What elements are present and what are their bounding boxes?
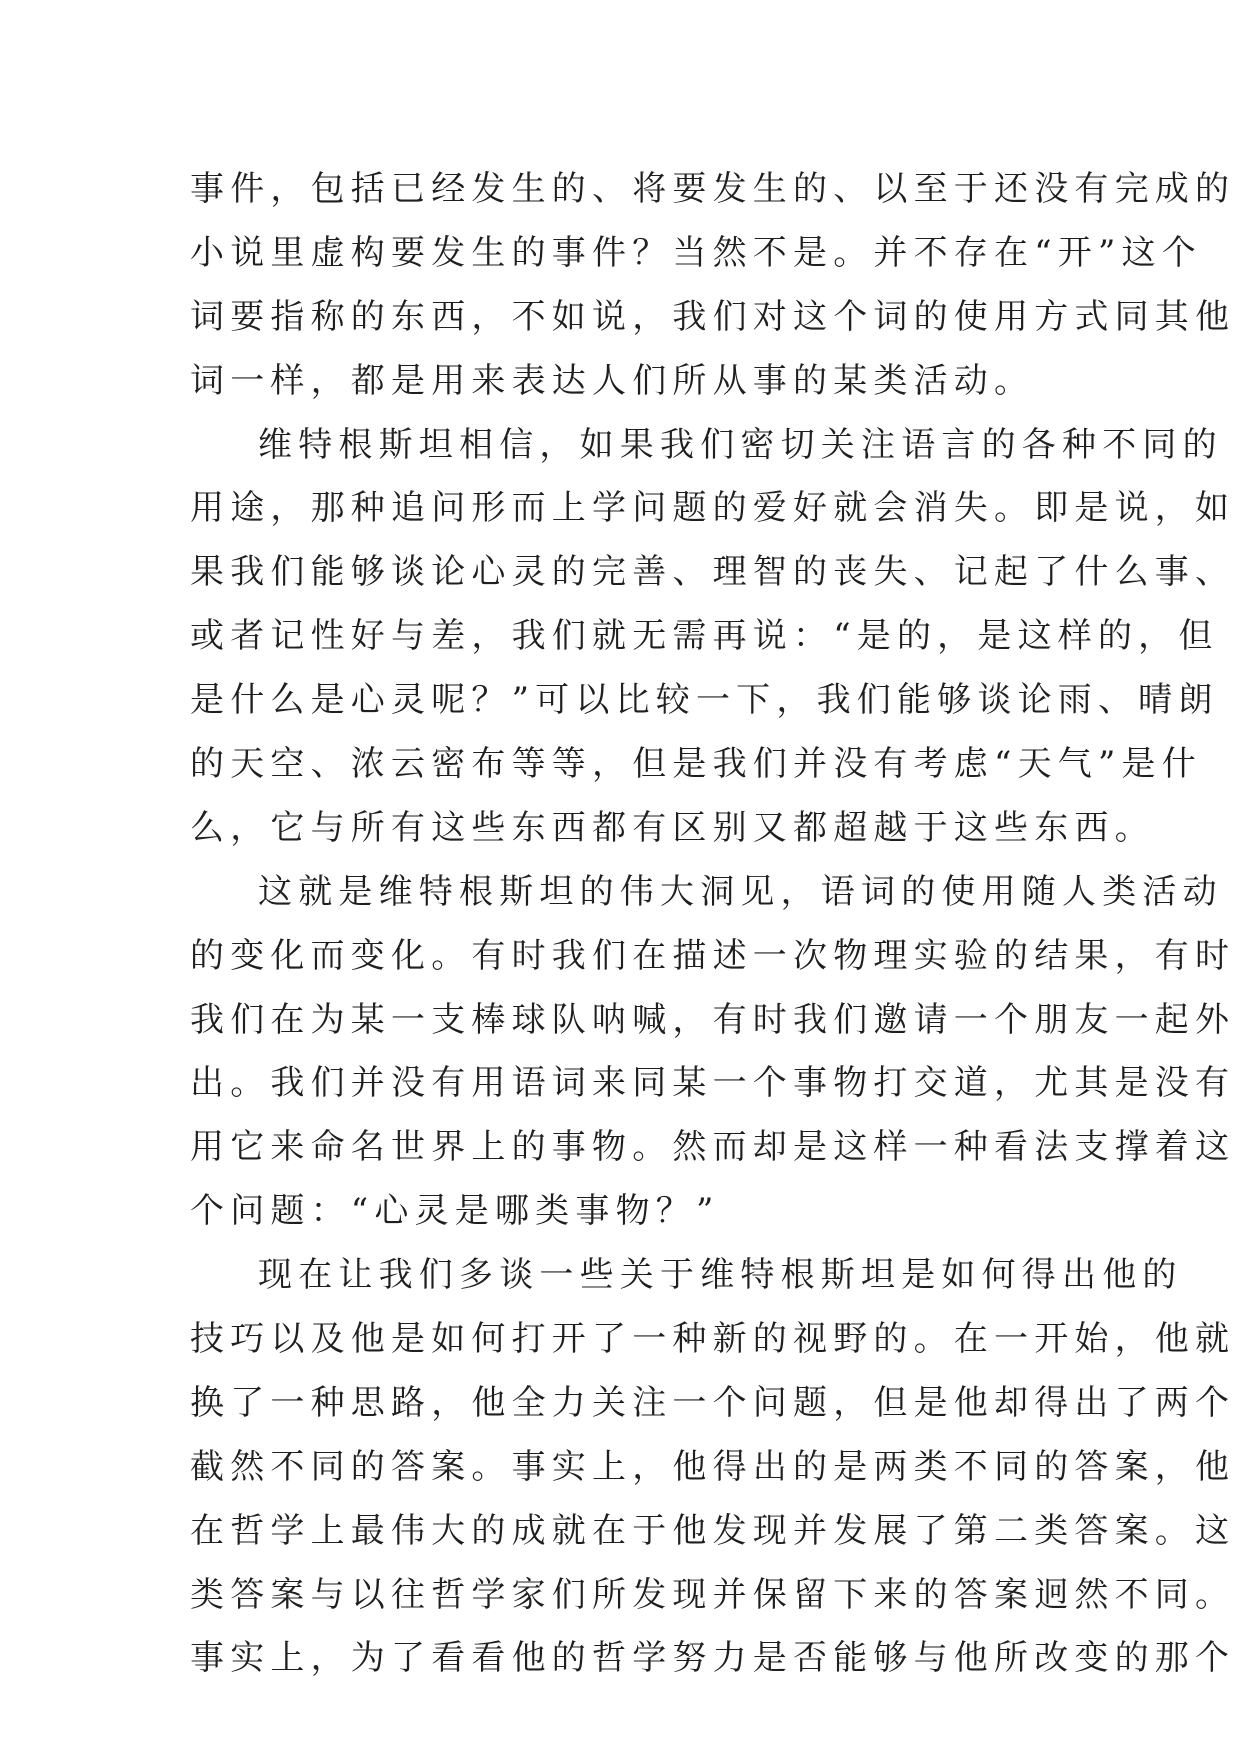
text-line: 事实上，为了看看他的哲学努力是否能够与他所改变的那个 (190, 1638, 1236, 1679)
text-line: 在哲学上最伟大的成就在于他发现并发展了第二类答案。这 (190, 1510, 1236, 1551)
text-line: 出。我们并没有用语词来同某一个事物打交道，尤其是没有 (190, 1063, 1236, 1104)
text-line: 是什么是心灵呢？”可以比较一下，我们能够谈论雨、晴朗 (190, 680, 1219, 721)
text-line: 用途，那种追问形而上学问题的爱好就会消失。即是说，如 (190, 488, 1236, 529)
text-line: 果我们能够谈论心灵的完善、理智的丧失、记起了什么事、 (190, 552, 1236, 593)
text-line: 技巧以及他是如何打开了一种新的视野的。在一开始，他就 (190, 1319, 1236, 1360)
text-line: 词一样，都是用来表达人们所从事的某类活动。 (190, 360, 1035, 401)
body-text (190, 158, 1236, 1691)
paragraph-first-line: 这就是维特根斯坦的伟大洞见，语词的使用随人类活动 (258, 871, 1223, 912)
text-line: 词要指称的东西，不如说，我们对这个词的使用方式同其他 (190, 296, 1236, 337)
paragraph-first-line: 维特根斯坦相信，如果我们密切关注语言的各种不同的 (258, 424, 1223, 465)
text-line: 我们在为某一支棒球队呐喊，有时我们邀请一个朋友一起外 (190, 999, 1236, 1040)
text-line: 事件，包括已经发生的、将要发生的、以至于还没有完成的 (190, 169, 1236, 209)
text-line: 类答案与以往哲学家们所发现并保留下来的答案迥然不同。 (190, 1574, 1236, 1615)
text-line: 个问题：“心灵是哪类事物？” (190, 1191, 720, 1232)
text-line: 或者记性好与差，我们就无需再说：“是的，是这样的，但 (190, 616, 1219, 657)
paragraph-first-line: 现在让我们多谈一些关于维特根斯坦是如何得出他的 (258, 1255, 1183, 1296)
text-line: 的天空、浓云密布等等，但是我们并没有考虑“天气”是什 (190, 744, 1202, 785)
text-line: 的变化而变化。有时我们在描述一次物理实验的结果，有时 (190, 935, 1236, 976)
text-line: 小说里虚构要发生的事件？当然不是。并不存在“开”这个 (190, 232, 1202, 273)
text-line: 截然不同的答案。事实上，他得出的是两类不同的答案，他 (190, 1446, 1236, 1487)
text-line: 换了一种思路，他全力关注一个问题，但是他却得出了两个 (190, 1382, 1236, 1423)
text-line: 用它来命名世界上的事物。然而却是这样一种看法支撑着这 (190, 1127, 1236, 1168)
text-line: 么，它与所有这些东西都有区别又都超越于这些东西。 (190, 807, 1155, 848)
